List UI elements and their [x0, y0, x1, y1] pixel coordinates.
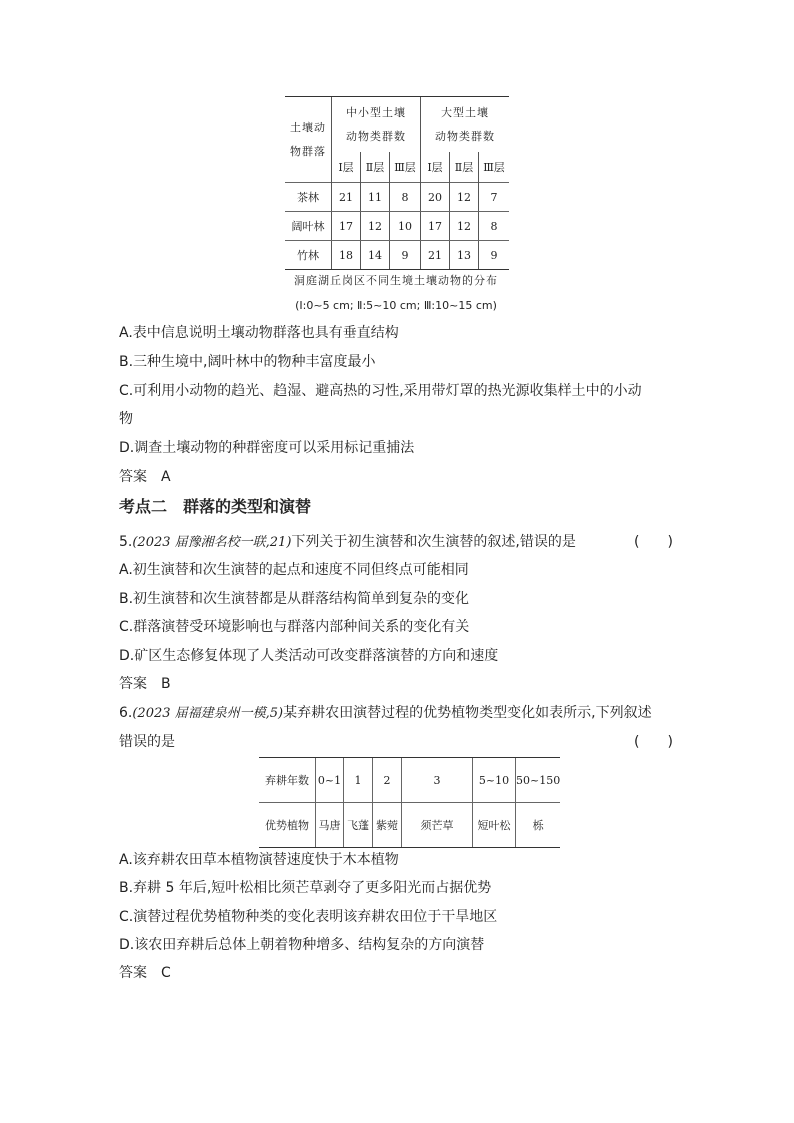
- table-cell: 紫菀: [373, 803, 402, 848]
- table-cell: 短叶松: [473, 803, 516, 848]
- soil-animal-table: [285, 96, 509, 270]
- q6-option-d: D.该农田弃耕后总体上朝着物种增多、结构复杂的方向演替: [119, 937, 485, 953]
- layer-header: Ⅰ层: [332, 152, 361, 183]
- q5-stem: [119, 531, 576, 551]
- q5-number: 5.: [119, 534, 133, 550]
- succession-table: [259, 757, 560, 848]
- row-label: 优势植物: [259, 803, 316, 848]
- table-cell: 10: [390, 212, 421, 241]
- table-cell: 3: [402, 758, 473, 803]
- table-cell: 14: [361, 241, 390, 270]
- table-row: [259, 758, 560, 803]
- q6-stem: [119, 702, 652, 722]
- table-cell: 马唐: [316, 803, 344, 848]
- table-cell: 17: [332, 212, 361, 241]
- q5-source: (2023 届豫湘名校一联,21): [132, 535, 292, 550]
- q6-stem-text: 某弃耕农田演替过程的优势植物类型变化如表所示,下列叙述: [283, 705, 652, 721]
- table-row: [259, 803, 560, 848]
- group-large-header: [421, 97, 510, 153]
- table-cell: 9: [479, 241, 510, 270]
- q4-option-c: C.可利用小动物的趋光、趋湿、避高热的习性,采用带灯罩的热光源收集样土中的小动: [119, 383, 642, 399]
- group-small-header: [332, 97, 421, 153]
- q5-option-b: B.初生演替和次生演替都是从群落结构简单到复杂的变化: [119, 591, 470, 607]
- q4-option-c-cont: 物: [119, 411, 133, 427]
- q5-stem-text: 下列关于初生演替和次生演替的叙述,错误的是: [291, 534, 576, 550]
- table-units-note: (Ⅰ:0~5 cm; Ⅱ:5~10 cm; Ⅲ:10~15 cm): [295, 299, 497, 312]
- row-header-line2: 物群落: [290, 144, 326, 158]
- table-cell: 5~10: [473, 758, 516, 803]
- table-cell: 0~1: [316, 758, 344, 803]
- table-cell: 1: [344, 758, 373, 803]
- q5-option-a: A.初生演替和次生演替的起点和速度不同但终点可能相同: [119, 562, 469, 578]
- group-small-line2: 动物类群数: [346, 129, 406, 143]
- group-small-line1: 中小型土壤: [346, 105, 406, 119]
- q6-option-a: A.该弃耕农田草本植物演替速度快于木本植物: [119, 852, 399, 868]
- table-cell: 21: [421, 241, 450, 270]
- row-header-cell: [285, 97, 332, 183]
- row-label: 阔叶林: [285, 212, 332, 241]
- q4-option-b: B.三种生境中,阔叶林中的物种丰富度最小: [119, 354, 376, 370]
- layer-header: Ⅰ层: [421, 152, 450, 183]
- table-cell: 18: [332, 241, 361, 270]
- table-cell: 12: [450, 212, 479, 241]
- row-header-line1: 土壤动: [290, 120, 326, 134]
- q6-source: (2023 届福建泉州一模,5): [132, 706, 284, 721]
- q6-answer-paren: ( ): [634, 734, 673, 750]
- row-label: 茶林: [285, 183, 332, 212]
- table-cell: 9: [390, 241, 421, 270]
- table-row: [285, 241, 509, 270]
- table-cell: 11: [361, 183, 390, 212]
- q5-answer: 答案 B: [119, 676, 171, 692]
- layer-header: Ⅲ层: [479, 152, 510, 183]
- table-row: [285, 212, 509, 241]
- table-cell: 2: [373, 758, 402, 803]
- table-cell: 栎: [516, 803, 561, 848]
- section-title: 考点二 群落的类型和演替: [119, 497, 312, 516]
- table-row: [285, 183, 509, 212]
- q6-option-c: C.演替过程优势植物种类的变化表明该弃耕农田位于干旱地区: [119, 909, 498, 925]
- row-label: 竹林: [285, 241, 332, 270]
- table-cell: 须芒草: [402, 803, 473, 848]
- table-cell: 7: [479, 183, 510, 212]
- q4-answer: 答案 A: [119, 469, 171, 485]
- q5-option-d: D.矿区生态修复体现了人类活动可改变群落演替的方向和速度: [119, 648, 499, 664]
- q6-answer: 答案 C: [119, 965, 171, 981]
- q5-option-c: C.群落演替受环境影响也与群落内部种间关系的变化有关: [119, 619, 470, 635]
- table-cell: 17: [421, 212, 450, 241]
- table-cell: 50~150: [516, 758, 561, 803]
- group-large-line1: 大型土壤: [441, 105, 489, 119]
- layer-header: Ⅱ层: [450, 152, 479, 183]
- table-caption: 洞庭湖丘岗区不同生境土壤动物的分布: [294, 274, 498, 287]
- table-cell: 21: [332, 183, 361, 212]
- q4-option-a: A.表中信息说明土壤动物群落也具有垂直结构: [119, 325, 399, 341]
- layer-header: Ⅱ层: [361, 152, 390, 183]
- group-large-line2: 动物类群数: [435, 129, 495, 143]
- q5-answer-paren: ( ): [634, 534, 673, 550]
- table-cell: 8: [479, 212, 510, 241]
- q6-option-b: B.弃耕 5 年后,短叶松相比须芒草剥夺了更多阳光而占据优势: [119, 880, 492, 896]
- layer-header: Ⅲ层: [390, 152, 421, 183]
- q6-stem-line2: 错误的是: [119, 734, 175, 750]
- table-cell: 飞蓬: [344, 803, 373, 848]
- q4-option-d: D.调查土壤动物的种群密度可以采用标记重捕法: [119, 440, 415, 456]
- q6-number: 6.: [119, 705, 133, 721]
- row-label: 弃耕年数: [259, 758, 316, 803]
- table-cell: 12: [361, 212, 390, 241]
- table-cell: 12: [450, 183, 479, 212]
- table-cell: 20: [421, 183, 450, 212]
- table-cell: 13: [450, 241, 479, 270]
- table-cell: 8: [390, 183, 421, 212]
